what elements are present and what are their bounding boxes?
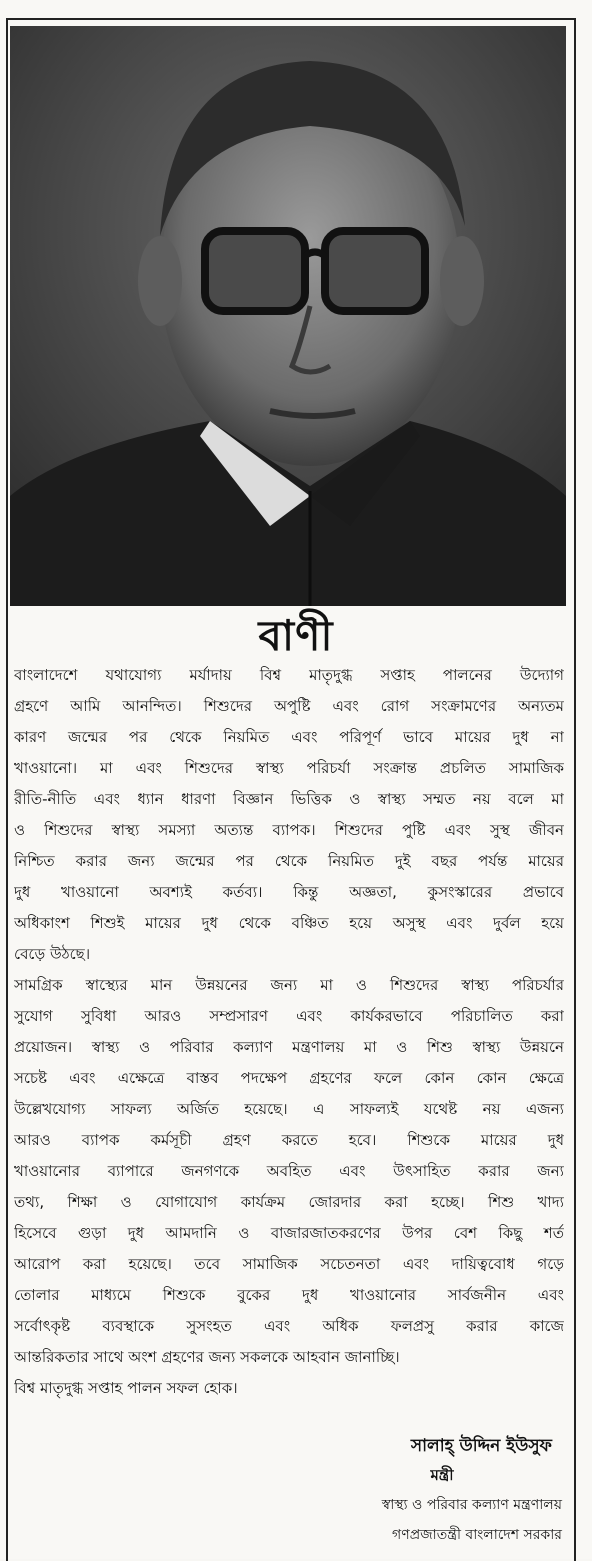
text-line: ও শিশুদের স্বাস্থ্য সমস্যা অত্যন্ত ব্যাপক। শিশুদের পুষ্টি এবং সুস্থ জীবন <box>14 821 564 839</box>
text-line: আরও ব্যাপক কর্মসূচী গ্রহণ করতে হবে। শিশুকে মায়ের দুধ <box>14 1131 564 1149</box>
ministry-name: স্বাস্থ্য ও পরিবার কল্যাণ মন্ত্রণালয় <box>381 1497 562 1513</box>
text-line: বেড়ে উঠছে। <box>14 945 91 963</box>
page-title: বাণী <box>258 611 334 660</box>
message-body <box>14 660 564 1404</box>
text-line: হিসেবে গুড়া দুধ আমদানি ও বাজারজাতকরণের উপর বেশ কিছু শর্ত <box>14 1224 564 1242</box>
text-line: তথ্য, শিক্ষা ও যোগাযোগ কার্যক্রম জোরদার করা হচ্ছে। শিশু খাদ্য <box>14 1193 564 1211</box>
text-line: নিশ্চিত করার জন্য জন্মের পর থেকে নিয়মিত দুই বছর পর্যন্ত মায়ের <box>14 852 564 870</box>
text-line: খাওয়ানোর ব্যাপারে জনগণকে অবহিত এবং উৎসাহিত করার জন্য <box>14 1162 564 1180</box>
text-line: অধিকাংশ শিশুই মায়ের দুধ থেকে বঞ্চিত হয়ে অসুস্থ এবং দুর্বল হয়ে <box>14 914 564 932</box>
paragraph <box>14 970 564 1373</box>
text-line: আন্তরিকতার সাথে অংশ গ্রহণের জন্য সকলকে আহবান জানাচ্ছি। <box>14 1348 400 1366</box>
signatory-name: সালাহ্ উদ্দিন ইউসুফ <box>410 1436 552 1456</box>
text-line: বাংলাদেশে যথাযোগ্য মর্যাদায় বিশ্ব মাতৃদুগ্ধ সপ্তাহ পালনের উদ্যোগ <box>14 666 564 684</box>
text-line: সচেষ্ট এবং এক্ষেত্রে বাস্তব পদক্ষেপ গ্রহণের ফলে কোন কোন ক্ষেত্রে <box>14 1069 564 1087</box>
government-name: গণপ্রজাতন্ত্রী বাংলাদেশ সরকার <box>392 1527 562 1543</box>
signatory-title: মন্ত্রী <box>430 1466 454 1484</box>
signature-block <box>262 1432 562 1550</box>
text-line: সুযোগ সুবিধা আরও সম্প্রসারণ এবং কার্যকরভাবে পরিচালিত করা <box>14 1007 564 1025</box>
text-line: সর্বোৎকৃষ্ট ব্যবস্থাকে সুসংহত এবং অধিক ফলপ্রসু করার কাজে <box>14 1317 564 1335</box>
text-line: খাওয়ানো। মা এবং শিশুদের স্বাস্থ্য পরিচর্যা সংক্রান্ত প্রচলিত সামাজিক <box>14 759 564 777</box>
text-line: সামগ্রিক স্বাস্থ্যের মান উন্নয়নের জন্য মা ও শিশুদের স্বাস্থ্য পরিচর্যার <box>14 976 564 994</box>
text-line: প্রয়োজন। স্বাস্থ্য ও পরিবার কল্যাণ মন্ত্রণালয় মা ও শিশু স্বাস্থ্য উন্নয়নে <box>14 1038 564 1056</box>
text-line: রীতি-নীতি এবং ধ্যান ধারণা বিজ্ঞান ভিত্তিক ও স্বাস্থ্য সম্মত নয় বলে মা <box>14 790 564 808</box>
text-line: কারণ জন্মের পর থেকে নিয়মিত এবং পরিপূর্ণ ভাবে মায়ের দুধ না <box>14 728 564 746</box>
portrait-photo <box>10 26 566 606</box>
text-line: আরোপ করা হয়েছে। তবে সামাজিক সচেতনতা এবং দায়িত্ববোধ গড়ে <box>14 1255 564 1273</box>
paragraph <box>14 1373 564 1404</box>
paragraph <box>14 660 564 970</box>
text-line: গ্রহণে আমি আনন্দিত। শিশুদের অপুষ্টি এবং রোগ সংক্রামণের অন্যতম <box>14 697 564 715</box>
text-line: দুধ খাওয়ানো অবশ্যই কর্তব্য। কিন্তু অজ্ঞতা, কুসংস্কারের প্রভাবে <box>14 883 564 901</box>
text-line: বিশ্ব মাতৃদুগ্ধ সপ্তাহ পালন সফল হোক। <box>14 1379 238 1397</box>
text-line: উল্লেখযোগ্য সাফল্য অর্জিত হয়েছে। এ সাফল্যই যথেষ্ট নয় এজন্য <box>14 1100 564 1118</box>
text-line: তোলার মাধ্যমে শিশুকে বুকের দুধ খাওয়ানোর সার্বজনীন এবং <box>14 1286 564 1304</box>
